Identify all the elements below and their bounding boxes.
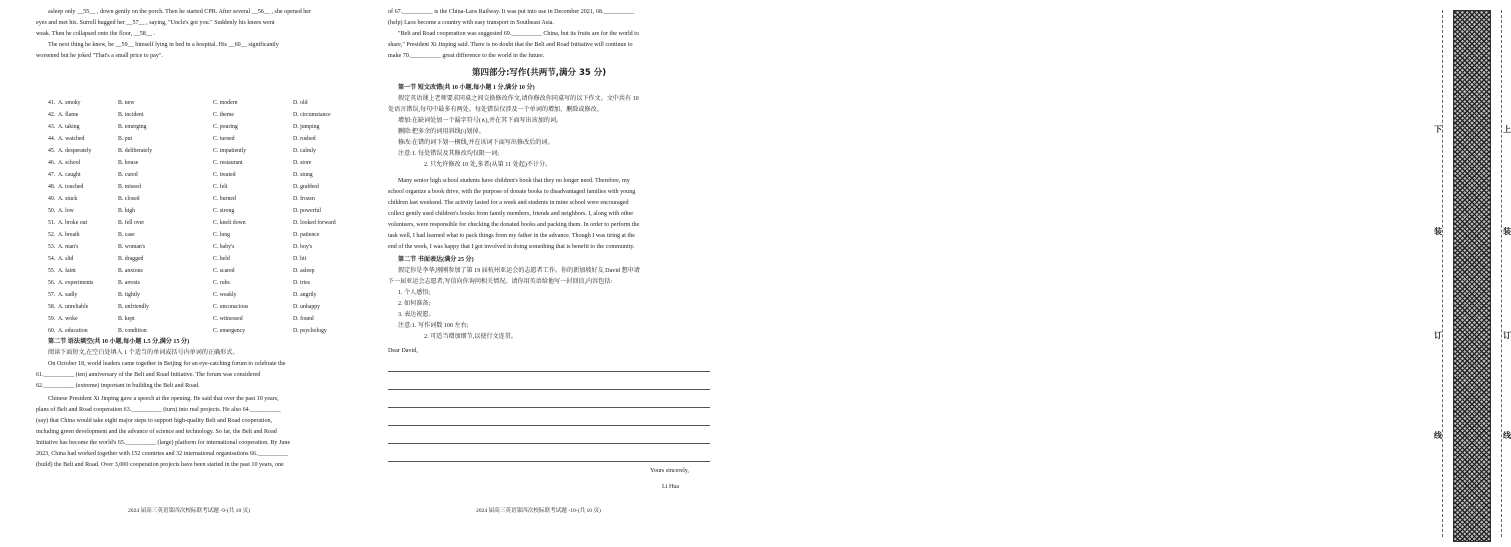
option-a: A. man's [58, 244, 79, 250]
option-a: A. watched [58, 136, 85, 142]
option-number: 55. [48, 268, 56, 274]
option-a: A. flame [58, 112, 79, 118]
instruction-line: 3. 表达祝愿。 [398, 312, 435, 318]
section2-title: 第二节 书面表达(满分 25 分) [398, 257, 474, 263]
option-c: C. knelt down [213, 220, 246, 226]
section1-title: 第一节 短文改错(共 10 小题,每小题 1 分,满分 10 分) [398, 85, 535, 91]
option-number: 49. [48, 196, 56, 202]
option-b: B. emerging [118, 124, 147, 130]
writing-line [388, 371, 710, 372]
passage-line: The next thing he knew, he __59__ himself lying in bed in a hospital. His __60__ significantly [48, 42, 279, 48]
option-c: C. restaurant [213, 160, 243, 166]
binding-label: 装 [1434, 227, 1442, 236]
option-d: D. tries [293, 280, 311, 286]
option-b: B. dragged [118, 256, 144, 262]
closing: Yours sincerely, [650, 468, 689, 474]
option-a: A. slid [58, 256, 74, 262]
option-a: A. broke out [58, 220, 88, 226]
option-b: B. unfriendly [118, 304, 149, 310]
option-b: B. anxious [118, 268, 143, 274]
option-number: 58. [48, 304, 56, 310]
option-d: D. boy's [293, 244, 313, 250]
instruction-line: 增加:在缺词处加一个漏字符号(∧),并在其下面写出该加的词。 [398, 118, 563, 124]
instruction-line: 注意:1. 写作词数 100 左右; [398, 323, 469, 329]
option-a: A. stuck [58, 196, 78, 202]
instruction-line: 假定你是李华,刚刚参加了第 19 届杭州亚运会的志愿者工作。你的新加坡好友 David 想申请 [398, 268, 640, 274]
option-d: D. calmly [293, 148, 316, 154]
outer-dashed-line [1501, 10, 1502, 537]
binding-label: 上 [1503, 125, 1511, 134]
instruction-line: 2. 可适当增加细节,以使行文连贯。 [424, 334, 517, 340]
binding-label: 订 [1434, 331, 1442, 340]
passage-line: "Belt and Road cooperation was suggested 69.__________ China, but its fruits are for the world to [398, 31, 639, 37]
section2-instruction: 阅读下面短文,在空白处填入 1 个适当的单词或括号内单词的正确形式。 [48, 350, 239, 356]
passage-line: 61.__________ (ten) anniversary of the Belt and Road Initiative. The forum was considered [36, 372, 261, 378]
essay-line: task well, I had learned what to pack things from my father in the advance. Though I was tiring at the [388, 233, 635, 239]
option-number: 54. [48, 256, 56, 262]
option-d: D. found [293, 316, 314, 322]
option-number: 51. [48, 220, 56, 226]
binding-margin [715, 0, 1511, 547]
passage-line: 62.__________ (extreme) important in building the Belt and Road. [36, 383, 200, 389]
option-d: D. grabbed [293, 184, 319, 190]
option-b: B. missed [118, 184, 141, 190]
option-d: D. unhappy [293, 304, 321, 310]
option-a: A. experiments [58, 280, 94, 286]
option-d: D. stung [293, 172, 313, 178]
option-d: D. rushed [293, 136, 316, 142]
passage-line: of 67.__________ is the China-Laos Railway. It was put into use in December 2021, 68.__________ [388, 9, 635, 15]
option-c: C. modern [213, 100, 238, 106]
passage-line: share," President Xi Jinping said. There is no doubt that the Belt and Road Initiative will continue to [388, 42, 633, 48]
option-number: 53. [48, 244, 56, 250]
right-page [380, 0, 715, 547]
option-a: A. low [58, 208, 74, 214]
option-b: B. fell over [118, 220, 145, 226]
option-c: C. felt [213, 184, 228, 190]
option-number: 47. [48, 172, 56, 178]
option-a: A. caught [58, 172, 81, 178]
passage-line: make 70.__________ great difference to the world in the future. [388, 53, 545, 59]
option-c: C. pouring [213, 124, 238, 130]
option-d: D. store [293, 160, 312, 166]
option-number: 45. [48, 148, 56, 154]
option-c: C. turned [213, 136, 235, 142]
binding-pattern-strip [1453, 10, 1491, 542]
essay-line: volunteers, were responsible for checking the donated books and packing them. In order to perform the [388, 222, 640, 228]
passage-line: asleep only __55__ , down gently on the porch. Then he started CPR. After several __56__ , she opened her [48, 9, 312, 15]
option-c: C. burned [213, 196, 236, 202]
passage-line: plans of Belt and Road cooperation 63.__________ (turn) into real projects. He also 64.__________ [36, 407, 281, 413]
passage-line: Initiative has become the world's 65.__________ (large) platform for international cooperation. By June [36, 440, 291, 446]
passage-line: including green development and the advance of science and technology. So far, the Belt and Road [36, 429, 277, 435]
part4-heading: 第四部分:写作(共两节,满分 35 分) [472, 68, 607, 78]
option-a: A. breath [58, 232, 80, 238]
option-b: B. incident [118, 112, 144, 118]
passage-line: eyes and met his. Surrell hugged her __57__ , saying, "Uncle's got you." Suddenly his knees went [36, 20, 275, 26]
passage-line: weak. Then he collapsed onto the floor, __58__ . [36, 31, 155, 37]
instruction-line: 1. 个人感悟; [398, 290, 431, 296]
option-d: D. hit [293, 256, 307, 262]
option-b: B. cured [118, 172, 138, 178]
option-b: B. woman's [118, 244, 146, 250]
option-number: 56. [48, 280, 56, 286]
option-number: 41. [48, 100, 56, 106]
binding-label: 线 [1503, 431, 1511, 440]
option-c: C. strong [213, 208, 235, 214]
writing-line [388, 407, 710, 408]
page-footer: 2024 届高三英语第四次校际联考试题 -10-(共 10 页) [476, 508, 601, 514]
option-c: C. treated [213, 172, 236, 178]
option-c: C. witnessed [213, 316, 243, 322]
instruction-line: 处语言错误,每句中最多有两处。每处错误仅涉及一个单词的增加、删除或修改。 [388, 107, 603, 113]
option-number: 60. [48, 328, 56, 334]
option-b: B. kept [118, 316, 135, 322]
instruction-line: 假定英语课上老师要求同桌之间交换修改作文,请你修改你同桌写的以下作文。文中共有 10 [398, 96, 639, 102]
option-d: D. looked forward [293, 220, 336, 226]
passage-line: worsened but he joked "That's a small price to pay". [36, 53, 163, 59]
essay-line: children last weekend. The activity lasted for a week and students in mine school were encouraged [388, 200, 629, 206]
option-c: C. impatiently [213, 148, 247, 154]
option-number: 50. [48, 208, 56, 214]
essay-line: collect gently used children's books from family members, friends and neighbors. I, along with other [388, 211, 634, 217]
option-c: C. emergency [213, 328, 246, 334]
instruction-line: 删除:把多余的词用斜线(\)划掉。 [398, 129, 485, 135]
binding-label: 订 [1503, 331, 1511, 340]
option-number: 42. [48, 112, 56, 118]
option-c: C. held [213, 256, 230, 262]
option-a: A. school [58, 160, 81, 166]
option-c: C. rubs [213, 280, 230, 286]
essay-line: Many senior high school students have children's book that they no longer need. Therefore, my [398, 178, 630, 184]
option-d: D. patience [293, 232, 320, 238]
salutation: Dear David, [388, 348, 418, 354]
section2-title: 第二节 语法填空(共 10 小题,每小题 1.5 分,满分 15 分) [48, 339, 190, 345]
passage-line: (say) that China would take eight major steps to support high-quality Belt and Road cooperation, [36, 418, 273, 424]
option-a: A. unreliable [58, 304, 89, 310]
essay-line: school organize a book drive, with the purpose of donate books to disadvantaged families with young [388, 189, 636, 195]
option-d: D. angrily [293, 292, 317, 298]
option-c: C. baby's [213, 244, 235, 250]
inner-dashed-line [1442, 10, 1443, 537]
option-d: D. psychology [293, 328, 327, 334]
option-a: A. smoky [58, 100, 81, 106]
option-b: B. case [118, 232, 135, 238]
option-b: B. arrests [118, 280, 140, 286]
option-number: 43. [48, 124, 56, 130]
instruction-line: 修改:在错的词下划一横线,并在该词下面写出修改后的词。 [398, 140, 554, 146]
passage-line: (help) Laos become a country with easy transport in Southeast Asia. [388, 20, 555, 26]
essay-line: end of the week, I was happy that I got involved in doing something that is benefit to the community. [388, 244, 635, 250]
signature: Li Hua [662, 484, 680, 490]
passage-line: On October 18, world leaders came together in Beijing for an eye-catching forum to celebrate the [48, 361, 286, 367]
option-b: B. put [118, 136, 133, 142]
option-b: B. house [118, 160, 139, 166]
passage-line: Chinese President Xi Jinping gave a speech at the opening. He said that over the past 10 years, [48, 396, 279, 402]
option-d: D. asleep [293, 268, 315, 274]
option-b: B. condition [118, 328, 147, 334]
option-number: 44. [48, 136, 56, 142]
instruction-line: 2. 只允许修改 10 处,多者(从第 11 处起)不计分。 [424, 162, 552, 168]
option-c: C. scared [213, 268, 235, 274]
instruction-line: 注意:1. 每处错误及其修改均仅限一词; [398, 151, 499, 157]
writing-line [388, 389, 710, 390]
page-footer: 2024 届高三英语第四次校际联考试题 -9-(共 10 页) [128, 508, 251, 514]
passage-line: (build) the Belt and Road. Over 3,000 cooperation projects have been started in the past 10 years, one [36, 462, 284, 468]
option-a: A. desperately [58, 148, 92, 154]
option-a: A. education [58, 328, 88, 334]
option-b: B. closed [118, 196, 140, 202]
option-d: D. frozen [293, 196, 315, 202]
writing-line [388, 461, 710, 462]
option-d: D. jumping [293, 124, 320, 130]
binding-label: 装 [1503, 227, 1511, 236]
instruction-line: 下一届亚运会志愿者,写信向你询问相关情况。请你用英语给他写一封回信,内容包括: [388, 279, 613, 285]
option-c: C. unconscious [213, 304, 249, 310]
option-number: 46. [48, 160, 56, 166]
option-d: D. old [293, 100, 308, 106]
writing-line [388, 425, 710, 426]
option-number: 57. [48, 292, 56, 298]
option-a: A. taking [58, 124, 80, 130]
writing-line [388, 443, 710, 444]
option-c: C. theme [213, 112, 234, 118]
option-a: A. touched [58, 184, 84, 190]
left-page [0, 0, 380, 547]
binding-label: 线 [1434, 431, 1442, 440]
binding-label: 下 [1434, 125, 1442, 134]
passage-line: 2023, China had worked together with 152 countries and 32 international organisations 66.__________ [36, 451, 289, 457]
option-a: A. sadly [58, 292, 78, 298]
option-number: 59. [48, 316, 56, 322]
option-a: A. woke [58, 316, 78, 322]
instruction-line: 2. 如何准备; [398, 301, 431, 307]
option-c: C. lung [213, 232, 231, 238]
option-number: 52. [48, 232, 56, 238]
option-d: D. circumstance [293, 112, 331, 118]
option-b: B. high [118, 208, 136, 214]
option-b: B. tightly [118, 292, 140, 298]
option-b: B. new [118, 100, 135, 106]
option-d: D. powerful [293, 208, 322, 214]
option-number: 48. [48, 184, 56, 190]
option-b: B. deliberately [118, 148, 153, 154]
option-a: A. faint [58, 268, 76, 274]
option-c: C. weakly [213, 292, 237, 298]
